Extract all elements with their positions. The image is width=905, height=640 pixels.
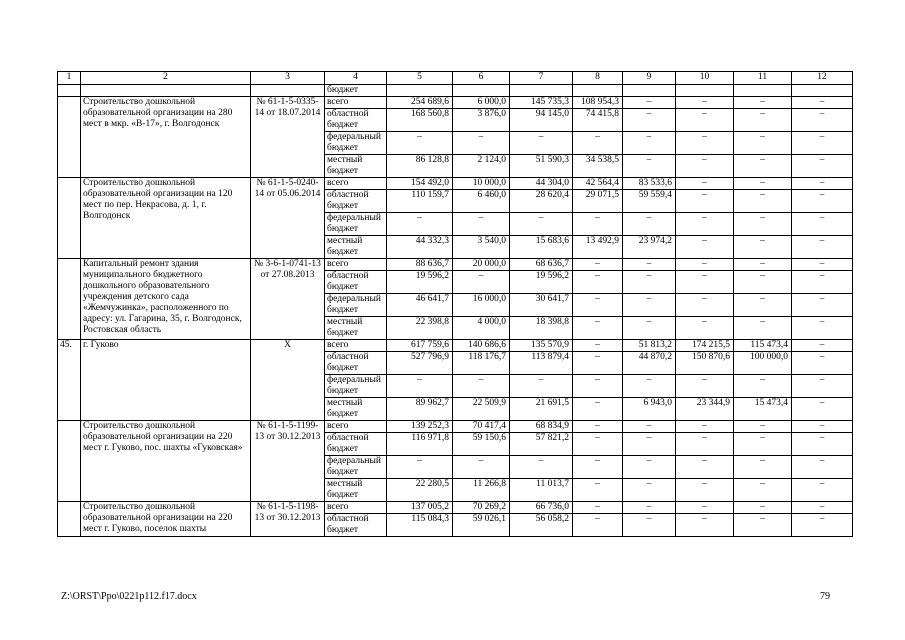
column-header: 9 (623, 72, 676, 85)
amount-cell: 46 641,7 (387, 294, 453, 317)
amount-cell: – (676, 236, 734, 259)
amount-cell (792, 85, 853, 97)
amount-cell: 74 415,8 (573, 109, 623, 132)
amount-cell: 21 691,5 (510, 398, 573, 421)
amount-cell: – (734, 317, 792, 340)
row-index: 45. (58, 340, 81, 421)
amount-cell: 88 636,7 (387, 259, 453, 271)
amount-cell: 51 813,2 (623, 340, 676, 352)
amount-cell: 28 620,4 (510, 190, 573, 213)
funding-source: всего (325, 259, 387, 271)
amount-cell: – (623, 109, 676, 132)
amount-cell: 44 304,0 (510, 178, 573, 190)
amount-cell: – (792, 236, 853, 259)
amount-cell: – (792, 317, 853, 340)
amount-cell (453, 85, 510, 97)
budget-table (57, 71, 853, 537)
amount-cell: – (573, 502, 623, 514)
document-number: № 61-1-5-0335-14 от 18.07.2014 (251, 97, 325, 178)
amount-cell: 145 735,3 (510, 97, 573, 109)
amount-cell: 16 000,0 (453, 294, 510, 317)
object-name (81, 85, 251, 97)
funding-source: всего (325, 502, 387, 514)
amount-cell: – (453, 271, 510, 294)
header-row (58, 72, 853, 85)
row-index (58, 178, 81, 259)
column-header: 2 (81, 72, 251, 85)
amount-cell: – (734, 433, 792, 456)
funding-source: местный бюджет (325, 479, 387, 502)
amount-cell (573, 85, 623, 97)
document-number: № 61-1-5-1198-13 от 30.12.2013 (251, 502, 325, 537)
amount-cell: – (573, 375, 623, 398)
amount-cell: 70 417,4 (453, 421, 510, 433)
table-row (58, 259, 853, 271)
amount-cell: 83 533,6 (623, 178, 676, 190)
amount-cell: – (792, 178, 853, 190)
amount-cell: 6 943,0 (623, 398, 676, 421)
amount-cell: 139 252,3 (387, 421, 453, 433)
table-row (58, 97, 853, 109)
amount-cell: – (510, 375, 573, 398)
amount-cell: – (792, 294, 853, 317)
amount-cell: 68 636,7 (510, 259, 573, 271)
funding-source: местный бюджет (325, 317, 387, 340)
column-header: 12 (792, 72, 853, 85)
amount-cell: – (676, 190, 734, 213)
amount-cell: – (387, 213, 453, 236)
amount-cell: – (792, 109, 853, 132)
amount-cell: – (792, 213, 853, 236)
amount-cell: 108 954,3 (573, 97, 623, 109)
amount-cell: 2 124,0 (453, 155, 510, 178)
amount-cell: 89 962,7 (387, 398, 453, 421)
amount-cell: – (573, 259, 623, 271)
amount-cell: – (792, 514, 853, 537)
amount-cell: 11 013,7 (510, 479, 573, 502)
funding-source: областной бюджет (325, 433, 387, 456)
amount-cell: – (623, 375, 676, 398)
amount-cell: 115 473,4 (734, 340, 792, 352)
table-body (58, 72, 853, 537)
amount-cell: – (623, 213, 676, 236)
table-row (58, 85, 853, 97)
document-number: № 61-1-5-0240-14 от 05.06.2014 (251, 178, 325, 259)
amount-cell: – (676, 375, 734, 398)
object-name: Строительство дошкольной образовательной организации на 120 мест по пер. Некрасова, д. 1, г. Волгодонск (81, 178, 251, 259)
amount-cell: 51 590,3 (510, 155, 573, 178)
funding-source: федеральный бюджет (325, 213, 387, 236)
amount-cell: 6 000,0 (453, 97, 510, 109)
amount-cell: 59 150,6 (453, 433, 510, 456)
amount-cell: – (734, 502, 792, 514)
amount-cell: 3 876,0 (453, 109, 510, 132)
amount-cell: 115 084,3 (387, 514, 453, 537)
funding-source: федеральный бюджет (325, 375, 387, 398)
amount-cell: 118 176,7 (453, 352, 510, 375)
amount-cell: 23 974,2 (623, 236, 676, 259)
column-header: 10 (676, 72, 734, 85)
amount-cell: – (623, 271, 676, 294)
amount-cell: 86 128,8 (387, 155, 453, 178)
funding-source: бюджет (325, 85, 387, 97)
amount-cell: – (573, 132, 623, 155)
amount-cell (676, 85, 734, 97)
amount-cell: – (573, 340, 623, 352)
amount-cell: – (387, 375, 453, 398)
amount-cell: – (734, 236, 792, 259)
amount-cell: 11 266,8 (453, 479, 510, 502)
amount-cell: 34 538,5 (573, 155, 623, 178)
amount-cell: 3 540,0 (453, 236, 510, 259)
table-row (58, 178, 853, 190)
amount-cell: – (676, 421, 734, 433)
amount-cell: 59 559,4 (623, 190, 676, 213)
amount-cell (510, 85, 573, 97)
amount-cell: 15 683,6 (510, 236, 573, 259)
amount-cell: – (573, 479, 623, 502)
funding-source: областной бюджет (325, 514, 387, 537)
document-number (251, 85, 325, 97)
amount-cell: – (573, 433, 623, 456)
funding-source: всего (325, 178, 387, 190)
funding-source: местный бюджет (325, 398, 387, 421)
amount-cell: 18 398,8 (510, 317, 573, 340)
amount-cell: – (676, 155, 734, 178)
amount-cell: – (734, 514, 792, 537)
column-header: 1 (58, 72, 81, 85)
column-header: 3 (251, 72, 325, 85)
amount-cell: – (792, 352, 853, 375)
amount-cell: – (734, 132, 792, 155)
amount-cell: 110 159,7 (387, 190, 453, 213)
amount-cell: – (734, 294, 792, 317)
amount-cell: 22 509,9 (453, 398, 510, 421)
amount-cell: – (792, 155, 853, 178)
amount-cell: 10 000,0 (453, 178, 510, 190)
funding-source: областной бюджет (325, 352, 387, 375)
amount-cell: – (676, 132, 734, 155)
amount-cell: – (792, 271, 853, 294)
amount-cell: – (676, 109, 734, 132)
amount-cell: 4 000,0 (453, 317, 510, 340)
amount-cell: 22 280,5 (387, 479, 453, 502)
amount-cell: – (510, 132, 573, 155)
row-index (58, 421, 81, 502)
amount-cell: – (734, 190, 792, 213)
amount-cell: 29 071,5 (573, 190, 623, 213)
amount-cell: – (510, 213, 573, 236)
amount-cell: 154 492,0 (387, 178, 453, 190)
amount-cell: – (734, 178, 792, 190)
amount-cell: – (510, 456, 573, 479)
amount-cell: 94 145,0 (510, 109, 573, 132)
object-name: г. Гуково (81, 340, 251, 421)
amount-cell: 22 398,8 (387, 317, 453, 340)
funding-source: областной бюджет (325, 109, 387, 132)
object-name: Строительство дошкольной образовательной организации на 220 мест г. Гуково, поселок шахты (81, 502, 251, 537)
amount-cell: 13 492,9 (573, 236, 623, 259)
document-number: Х (251, 340, 325, 421)
amount-cell: 150 870,6 (676, 352, 734, 375)
amount-cell: – (623, 502, 676, 514)
amount-cell: 68 834,9 (510, 421, 573, 433)
row-index (58, 502, 81, 537)
amount-cell: – (387, 132, 453, 155)
amount-cell: – (676, 479, 734, 502)
amount-cell: 42 564,4 (573, 178, 623, 190)
object-name: Строительство дошкольной образовательной организации на 220 мест г. Гуково, пос. шахты «Гуковская» (81, 421, 251, 502)
amount-cell: – (573, 213, 623, 236)
amount-cell: 100 000,0 (734, 352, 792, 375)
amount-cell: – (792, 433, 853, 456)
amount-cell: – (623, 433, 676, 456)
table-row (58, 502, 853, 514)
amount-cell: 113 879,4 (510, 352, 573, 375)
amount-cell: – (792, 479, 853, 502)
column-header: 8 (573, 72, 623, 85)
amount-cell: 174 215,5 (676, 340, 734, 352)
amount-cell: 15 473,4 (734, 398, 792, 421)
amount-cell: – (792, 97, 853, 109)
amount-cell: – (676, 294, 734, 317)
amount-cell: – (676, 271, 734, 294)
amount-cell: 116 971,8 (387, 433, 453, 456)
amount-cell: – (573, 352, 623, 375)
table-row (58, 340, 853, 352)
amount-cell: – (792, 421, 853, 433)
document-number: № 3-6-1-0741-13 от 27.08.2013 (251, 259, 325, 340)
amount-cell: – (734, 421, 792, 433)
amount-cell: 527 796,9 (387, 352, 453, 375)
amount-cell: – (623, 479, 676, 502)
row-index (58, 97, 81, 178)
amount-cell: – (573, 271, 623, 294)
amount-cell: – (676, 514, 734, 537)
amount-cell: 56 058,2 (510, 514, 573, 537)
amount-cell: – (734, 271, 792, 294)
amount-cell: 30 641,7 (510, 294, 573, 317)
amount-cell: – (623, 514, 676, 537)
funding-source: областной бюджет (325, 271, 387, 294)
amount-cell: – (676, 433, 734, 456)
amount-cell: 70 269,2 (453, 502, 510, 514)
amount-cell: 137 005,2 (387, 502, 453, 514)
amount-cell: – (676, 456, 734, 479)
funding-source: всего (325, 340, 387, 352)
amount-cell: – (387, 456, 453, 479)
amount-cell: – (792, 259, 853, 271)
amount-cell: 44 332,3 (387, 236, 453, 259)
table-row (58, 421, 853, 433)
row-index (58, 259, 81, 340)
amount-cell: 135 570,9 (510, 340, 573, 352)
amount-cell: – (623, 421, 676, 433)
amount-cell: – (573, 456, 623, 479)
amount-cell: – (573, 294, 623, 317)
amount-cell: – (792, 456, 853, 479)
amount-cell: 6 460,0 (453, 190, 510, 213)
amount-cell: 57 821,2 (510, 433, 573, 456)
amount-cell: 254 689,6 (387, 97, 453, 109)
amount-cell: – (792, 340, 853, 352)
amount-cell: – (676, 97, 734, 109)
amount-cell: 23 344,9 (676, 398, 734, 421)
footer-file-path: Z:\ORST\Ppo\0221p112.f17.docx (61, 591, 197, 602)
amount-cell: – (734, 213, 792, 236)
amount-cell: – (623, 294, 676, 317)
amount-cell: – (734, 479, 792, 502)
amount-cell: 44 870,2 (623, 352, 676, 375)
amount-cell: – (734, 155, 792, 178)
amount-cell: – (792, 132, 853, 155)
amount-cell: – (623, 97, 676, 109)
amount-cell: – (734, 97, 792, 109)
funding-source: федеральный бюджет (325, 132, 387, 155)
amount-cell: 59 026,1 (453, 514, 510, 537)
amount-cell: – (573, 398, 623, 421)
object-name: Строительство дошкольной образовательной организации на 280 мест в мкр. «В-17», г. Волгодонск (81, 97, 251, 178)
amount-cell: – (453, 213, 510, 236)
amount-cell: – (453, 456, 510, 479)
funding-source: местный бюджет (325, 236, 387, 259)
amount-cell: – (573, 514, 623, 537)
column-header: 4 (325, 72, 387, 85)
amount-cell (387, 85, 453, 97)
amount-cell: – (676, 317, 734, 340)
amount-cell: 19 596,2 (510, 271, 573, 294)
amount-cell: – (623, 456, 676, 479)
column-header: 6 (453, 72, 510, 85)
amount-cell: 66 736,0 (510, 502, 573, 514)
amount-cell: – (734, 456, 792, 479)
amount-cell: 140 686,6 (453, 340, 510, 352)
amount-cell: – (734, 375, 792, 398)
amount-cell: – (453, 375, 510, 398)
amount-cell: 19 596,2 (387, 271, 453, 294)
amount-cell: – (573, 421, 623, 433)
amount-cell: – (573, 317, 623, 340)
funding-source: местный бюджет (325, 155, 387, 178)
amount-cell: – (453, 132, 510, 155)
amount-cell: 168 560,8 (387, 109, 453, 132)
amount-cell: – (623, 132, 676, 155)
funding-source: областной бюджет (325, 190, 387, 213)
funding-source: федеральный бюджет (325, 456, 387, 479)
amount-cell: – (792, 398, 853, 421)
amount-cell: – (676, 502, 734, 514)
funding-source: всего (325, 97, 387, 109)
amount-cell: – (734, 109, 792, 132)
amount-cell: – (792, 190, 853, 213)
column-header: 11 (734, 72, 792, 85)
funding-source: федеральный бюджет (325, 294, 387, 317)
amount-cell: – (792, 375, 853, 398)
amount-cell: – (676, 213, 734, 236)
amount-cell: – (623, 155, 676, 178)
amount-cell: 617 759,6 (387, 340, 453, 352)
document-number: № 61-1-5-1199-13 от 30.12.2013 (251, 421, 325, 502)
object-name: Капитальный ремонт здания муниципального бюджетного дошкольного образовательного учреждения детского сада «Жемчужинка», расположенного по адресу: ул. Гагарина, 35, г. Волгодонск, Ростовская область (81, 259, 251, 340)
amount-cell: – (792, 502, 853, 514)
funding-source: всего (325, 421, 387, 433)
amount-cell: 20 000,0 (453, 259, 510, 271)
amount-cell: – (676, 178, 734, 190)
page-number: 79 (820, 591, 830, 602)
amount-cell: – (676, 259, 734, 271)
row-index (58, 85, 81, 97)
column-header: 5 (387, 72, 453, 85)
column-header: 7 (510, 72, 573, 85)
amount-cell: – (623, 317, 676, 340)
amount-cell: – (734, 259, 792, 271)
amount-cell (623, 85, 676, 97)
amount-cell (734, 85, 792, 97)
amount-cell: – (623, 259, 676, 271)
